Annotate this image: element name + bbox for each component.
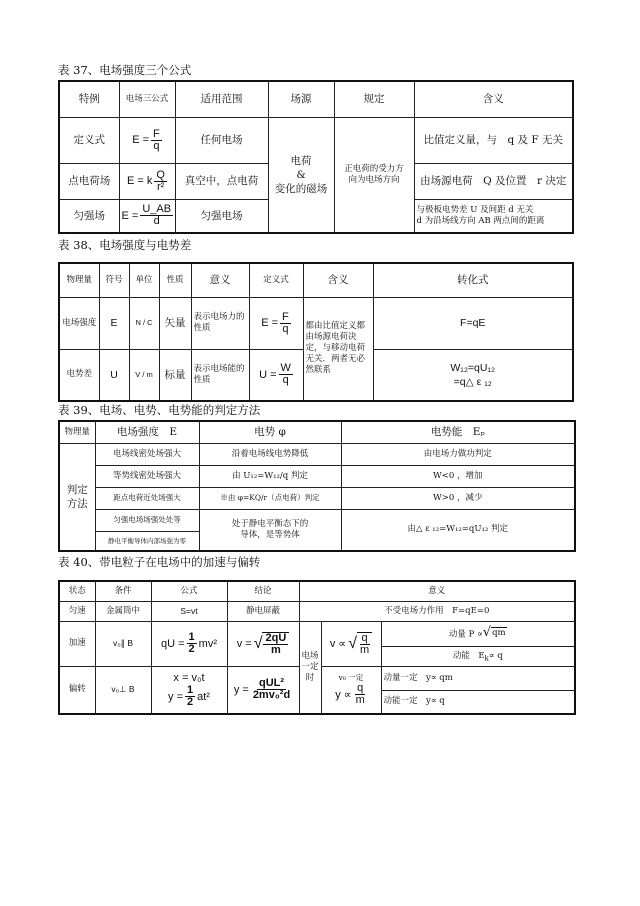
formula-cell: E = $\frac{F}{q}$ [119,117,175,163]
table-39 [58,420,576,552]
meaning-cell: 比值定义量，与 q 及 F 无关 [414,117,573,163]
meaning-cell: 动量 P ∝ √ qm [381,621,575,646]
header-cell: 适用范围 [175,81,268,117]
header-cell: 意义 [299,581,575,601]
meaning-formula-cell: v₀ 一定 y ∝ $\frac{q}{m}$ [321,666,381,714]
cond-cell: v₀⊥ B [95,666,151,714]
table-37-caption: 表 37、电场强度三个公式 [58,63,192,77]
meaning-cell: 动量一定 y∝ qm [381,666,575,690]
header-cell: 公式 [151,581,227,601]
row-name: 电势差 [59,349,99,401]
row-name: 定义式 [59,117,119,163]
row-name: 点电荷场 [59,163,119,199]
header-cell: 转化式 [373,263,573,297]
field-cell: 等势线密处场强大 [95,465,199,487]
table-38-caption: 表 38、电场强度与电势差 [58,238,192,252]
field-cell: 电场线密处场强大 [95,443,199,465]
header-cell: 含义 [303,263,373,297]
field-cell: 静电平衡导体内部场强为零 [95,531,199,551]
header-cell: 结论 [227,581,299,601]
potential-cell: 沿着电场线电势降低 [199,443,341,465]
meaning-cell: 动能 $E_k\propto q$ [381,646,575,666]
header-cell: 条件 [95,581,151,601]
result-cell: 静电屏蔽 [227,601,299,621]
judge-label: 判定方法 [59,443,95,551]
cond-cell: 金属筒中 [95,601,151,621]
middle-label: 电场一定时 [299,621,321,714]
header-cell: 电势 φ [199,421,341,443]
energy-cell: 由△ ε ₁₂=W₁₂=qU₁₂ 判定 [341,509,575,551]
header-cell: 物理量 [59,263,99,297]
range-cell: 匀强电场 [175,199,268,233]
header-cell: 电场强度 E [95,421,199,443]
potential-cell: ※由 φ=KQ/r（点电荷）判定 [199,487,341,509]
convert-cell: F=qE [373,297,573,349]
potential-cell: 处于静电平衡态下的 导体，是等势体 [199,509,341,551]
meaning-cell: 由场源电荷 Q 及位置 r 决定 [414,163,573,199]
symbol-cell: U [99,349,129,401]
source-cell: 电荷 & 变化的磁场 [268,117,334,233]
table-40 [58,580,576,715]
unit-cell: V / m [129,349,159,401]
formula-cell: E = k $\frac{Q}{\text{r²}}$ [119,163,175,199]
unit-cell: N / C [129,297,159,349]
row-name: 加速 [59,621,95,666]
cond-cell: v₀∥ B [95,621,151,666]
meaning-cell: 动能一定 y∝ q [381,690,575,714]
row-name: 偏转 [59,666,95,714]
rule-cell: 正电荷的受力方 向为电场方向 [334,117,414,233]
header-cell: 符号 [99,263,129,297]
header-cell: 意义 [191,263,249,297]
formula-cell: E = $\frac{F}{q}$ [249,297,303,349]
result-cell: y = $\frac{\text{qUL²}}{\text{2mv₀²d}}$ [227,666,299,714]
symbol-cell: E [99,297,129,349]
formula-cell: qU = $\frac{1}{2}$ mv² [151,621,227,666]
header-cell: 规定 [334,81,414,117]
header-cell: 性质 [159,263,191,297]
energy-cell: 由电场力做功判定 [341,443,575,465]
energy-cell: W>0 ，减少 [341,487,575,509]
table-39-caption: 表 39、电场、电势、电势能的判定方法 [58,403,261,417]
row-name: 电场强度 [59,297,99,349]
field-cell: 匀强电场场强处处等 [95,509,199,531]
sense-cell: 表示电场能的性质 [191,349,249,401]
sqrt-symbol: √ [253,634,263,652]
result-cell: v = √ $\frac{2qU}{m}$ [227,621,299,666]
meaning-cell: 都由比值定义都由场源电荷决定，与移动电荷无关．两者无必然联系 [303,297,373,401]
header-cell: 状态 [59,581,95,601]
table-40-caption: 表 40、带电粒子在电场中的加速与偏转 [58,555,261,569]
range-cell: 任何电场 [175,117,268,163]
header-cell: 单位 [129,263,159,297]
meaning-cell: 不受电场力作用 F=qE=0 [299,601,575,621]
field-cell: 距点电荷近处场强大 [95,487,199,509]
header-cell: 物理量 [59,421,95,443]
header-cell: 场源 [268,81,334,117]
sense-cell: 表示电场力的性质 [191,297,249,349]
row-name: 匀速 [59,601,95,621]
formula-cell: x = v₀t y = $\frac{1}{2}$ at² [151,666,227,714]
potential-cell: 由 U₁₂=W₁₂/q 判定 [199,465,341,487]
convert-cell: W₁₂=qU₁₂ =q△ ε ₁₂ [373,349,573,401]
meaning-cell: 与极板电势差 U 及间距 d 无关 d 为沿场线方向 AB 两点间的距离 [414,199,573,233]
header-cell: 特例 [59,81,119,117]
energy-cell: W<0 ，增加 [341,465,575,487]
row-name: 匀强场 [59,199,119,233]
nature-cell: 标量 [159,349,191,401]
header-cell: 含义 [414,81,573,117]
nature-cell: 矢量 [159,297,191,349]
table-37 [58,80,574,234]
meaning-formula-cell: v ∝ √ $\frac{q}{m}$ [321,621,381,666]
formula-cell: S=vt [151,601,227,621]
header-cell: 定义式 [249,263,303,297]
range-cell: 真空中，点电荷 [175,163,268,199]
table-38 [58,262,574,402]
formula-cell: U = $\frac{W}{q}$ [249,349,303,401]
header-cell: 电势能 Eₚ [341,421,575,443]
formula-cell: E = $\frac{U\_AB}{d}$ [119,199,175,233]
header-cell: 电场三公式 [119,81,175,117]
